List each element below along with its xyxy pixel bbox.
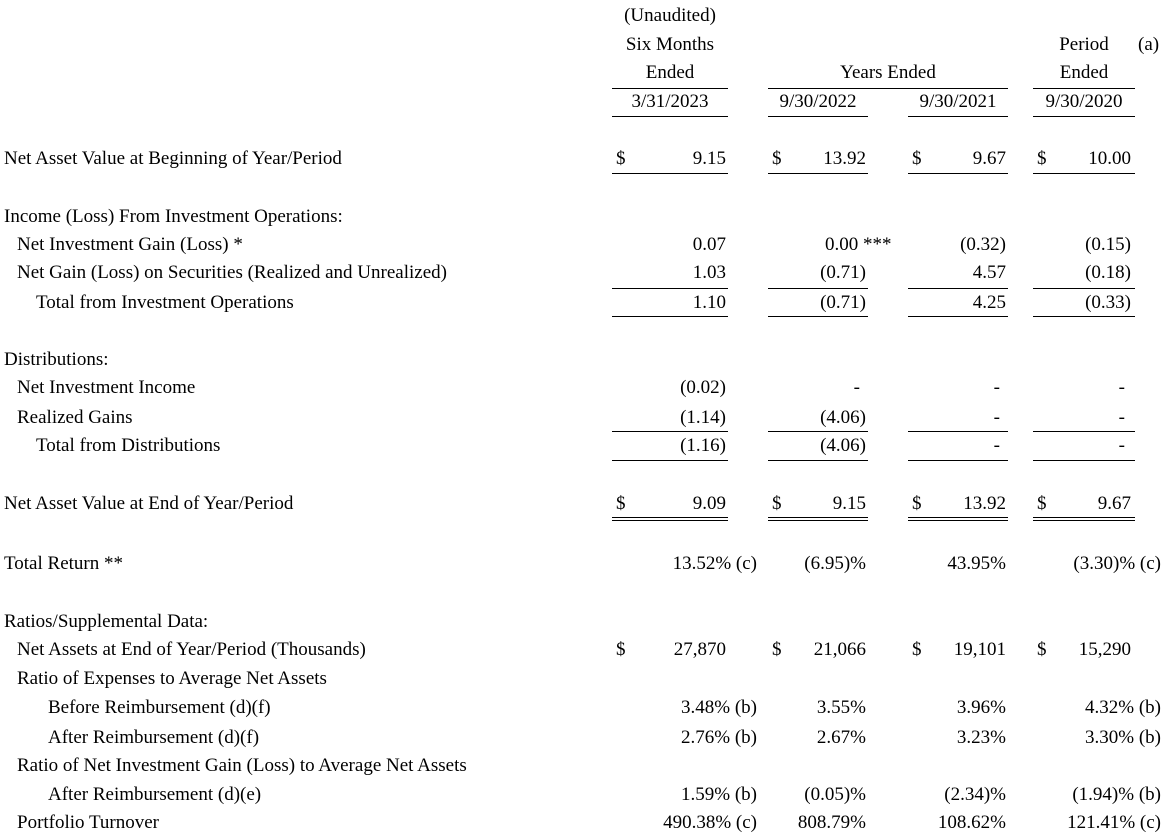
cell-value: 1.03 bbox=[692, 262, 726, 283]
cell-value: - bbox=[853, 377, 860, 398]
cell-value: (0.32) bbox=[960, 234, 1006, 255]
rule bbox=[612, 460, 728, 461]
row-label-ratio-expenses: Ratio of Expenses to Average Net Assets bbox=[17, 668, 327, 689]
rule bbox=[612, 288, 728, 289]
header-date-col2: 9/30/2022 bbox=[779, 91, 857, 112]
rule bbox=[908, 173, 1008, 174]
cell-value: 3.30% (b) bbox=[1085, 727, 1161, 748]
row-label-nig: Net Investment Gain (Loss) * bbox=[17, 234, 243, 255]
dollar-sign: $ bbox=[1037, 493, 1047, 514]
dollar-sign: $ bbox=[616, 493, 626, 514]
row-label-rg: Realized Gains bbox=[17, 407, 133, 428]
rule bbox=[612, 173, 728, 174]
row-label-total-return: Total Return ** bbox=[4, 553, 123, 574]
cell-value: (0.18) bbox=[1085, 262, 1131, 283]
header-rule bbox=[1033, 88, 1135, 89]
row-label-after-reimb-2: After Reimbursement (d)(e) bbox=[48, 784, 262, 805]
row-label-ngs: Net Gain (Loss) on Securities (Realized and Unrealized) bbox=[17, 262, 447, 283]
cell-value: 3.96% bbox=[956, 697, 1006, 718]
cell-value: (4.06) bbox=[820, 407, 866, 428]
dollar-sign: $ bbox=[1037, 639, 1047, 660]
rule bbox=[768, 316, 868, 317]
cell-value: (3.30)% (c) bbox=[1073, 553, 1161, 574]
double-rule bbox=[908, 517, 1008, 521]
header-years-ended: Years Ended bbox=[840, 62, 936, 83]
cell-value: - bbox=[1118, 435, 1125, 456]
cell-value: (1.94)% (b) bbox=[1072, 784, 1161, 805]
cell-value: 3.48% (b) bbox=[681, 697, 757, 718]
section-heading-income: Income (Loss) From Investment Operations: bbox=[4, 206, 343, 227]
cell-value: (0.71) bbox=[820, 262, 866, 283]
cell-value: - bbox=[1118, 377, 1125, 398]
header-six-months: Six Months bbox=[625, 34, 715, 55]
row-label-nii: Net Investment Income bbox=[17, 377, 196, 398]
row-label-before-reimb: Before Reimbursement (d)(f) bbox=[48, 697, 271, 718]
cell-value: (1.16) bbox=[680, 435, 726, 456]
header-unaudited: (Unaudited) bbox=[624, 5, 716, 26]
row-label-net-assets: Net Assets at End of Year/Period (Thousands) bbox=[17, 639, 366, 660]
cell-value: 490.38% (c) bbox=[663, 812, 757, 833]
rule bbox=[1033, 316, 1135, 317]
dollar-sign: $ bbox=[912, 493, 922, 514]
cell-value: - bbox=[993, 377, 1000, 398]
header-period-ended: Ended bbox=[1059, 62, 1109, 83]
dollar-sign: $ bbox=[772, 148, 782, 169]
row-label-nav-end: Net Asset Value at End of Year/Period bbox=[4, 493, 294, 514]
double-rule bbox=[768, 517, 868, 521]
cell-value: (0.71) bbox=[820, 292, 866, 313]
cell-value: 13.92 bbox=[963, 493, 1006, 514]
dollar-sign: $ bbox=[616, 639, 626, 660]
cell-value: - bbox=[993, 407, 1000, 428]
rule bbox=[768, 460, 868, 461]
cell-value: 13.52% (c) bbox=[672, 553, 757, 574]
header-rule bbox=[908, 116, 1008, 117]
rule bbox=[908, 460, 1008, 461]
cell-value: 9.15 bbox=[832, 493, 866, 514]
row-label-after-reimb: After Reimbursement (d)(f) bbox=[48, 727, 260, 748]
rule bbox=[1033, 288, 1135, 289]
dollar-sign: $ bbox=[772, 639, 782, 660]
cell-value: 10.00 bbox=[1088, 148, 1131, 169]
cell-value: 1.59% (b) bbox=[681, 784, 757, 805]
header-rule bbox=[768, 116, 868, 117]
header-note-a: (a) bbox=[1138, 34, 1160, 55]
cell-value: 9.09 bbox=[692, 493, 726, 514]
cell-value: 108.62% bbox=[937, 812, 1006, 833]
double-rule bbox=[612, 517, 728, 521]
header-date-col3: 9/30/2021 bbox=[919, 91, 997, 112]
dollar-sign: $ bbox=[616, 148, 626, 169]
double-rule bbox=[1033, 517, 1135, 521]
header-period: Period bbox=[1059, 34, 1109, 55]
cell-value: (2.34)% bbox=[944, 784, 1006, 805]
cell-value: 121.41% (c) bbox=[1067, 812, 1161, 833]
cell-value: 3.55% bbox=[816, 697, 866, 718]
cell-value: (0.02) bbox=[680, 377, 726, 398]
cell-value: 2.67% bbox=[816, 727, 866, 748]
cell-value: 19,101 bbox=[953, 639, 1006, 660]
rule bbox=[1033, 460, 1135, 461]
header-date-col4: 9/30/2020 bbox=[1045, 91, 1123, 112]
rule bbox=[908, 431, 1008, 432]
dollar-sign: $ bbox=[912, 148, 922, 169]
cell-value: 21,066 bbox=[813, 639, 866, 660]
cell-value: 0.07 bbox=[692, 234, 726, 255]
cell-value: (1.14) bbox=[680, 407, 726, 428]
rule bbox=[908, 288, 1008, 289]
row-label-nav-begin: Net Asset Value at Beginning of Year/Period bbox=[4, 148, 342, 169]
section-heading-distributions: Distributions: bbox=[4, 349, 109, 370]
rule bbox=[1033, 431, 1135, 432]
header-date-col1: 3/31/2023 bbox=[631, 91, 709, 112]
cell-value: 13.92 bbox=[823, 148, 866, 169]
cell-value: 1.10 bbox=[692, 292, 726, 313]
rule bbox=[612, 316, 728, 317]
cell-value: 9.67 bbox=[972, 148, 1006, 169]
cell-value: (4.06) bbox=[820, 435, 866, 456]
rule bbox=[768, 173, 868, 174]
cell-value: 9.67 bbox=[1097, 493, 1131, 514]
cell-value: 15,290 bbox=[1078, 639, 1131, 660]
cell-value: (0.33) bbox=[1085, 292, 1131, 313]
header-rule bbox=[1033, 116, 1135, 117]
cell-value: 9.15 bbox=[692, 148, 726, 169]
dollar-sign: $ bbox=[772, 493, 782, 514]
cell-value: 27,870 bbox=[673, 639, 726, 660]
cell-value: - bbox=[1118, 407, 1125, 428]
cell-value: 808.79% bbox=[797, 812, 866, 833]
row-label-tio: Total from Investment Operations bbox=[36, 292, 294, 313]
cell-value: 2.76% (b) bbox=[681, 727, 757, 748]
header-rule bbox=[612, 88, 728, 89]
cell-value: 43.95% bbox=[947, 553, 1006, 574]
cell-value: 4.25 bbox=[972, 292, 1006, 313]
row-label-tfd: Total from Distributions bbox=[36, 435, 221, 456]
cell-value: (6.95)% bbox=[804, 553, 866, 574]
cell-value: (0.05)% bbox=[804, 784, 866, 805]
cell-value: - bbox=[993, 435, 1000, 456]
header-rule bbox=[612, 116, 728, 117]
cell-value: 4.32% (b) bbox=[1085, 697, 1161, 718]
cell-value: (0.15) bbox=[1085, 234, 1131, 255]
header-rule bbox=[768, 88, 1008, 89]
rule bbox=[768, 288, 868, 289]
dollar-sign: $ bbox=[1037, 148, 1047, 169]
cell-value: 3.23% bbox=[956, 727, 1006, 748]
dollar-sign: $ bbox=[912, 639, 922, 660]
section-heading-ratios: Ratios/Supplemental Data: bbox=[4, 611, 209, 632]
cell-value: 0.00 *** bbox=[825, 234, 892, 255]
header-ended: Ended bbox=[645, 62, 695, 83]
rule bbox=[768, 431, 868, 432]
rule bbox=[1033, 173, 1135, 174]
row-label-ratio-nig: Ratio of Net Investment Gain (Loss) to Average Net Assets bbox=[17, 755, 467, 776]
cell-value: 4.57 bbox=[972, 262, 1006, 283]
rule bbox=[908, 316, 1008, 317]
rule bbox=[612, 431, 728, 432]
row-label-turnover: Portfolio Turnover bbox=[17, 812, 159, 833]
